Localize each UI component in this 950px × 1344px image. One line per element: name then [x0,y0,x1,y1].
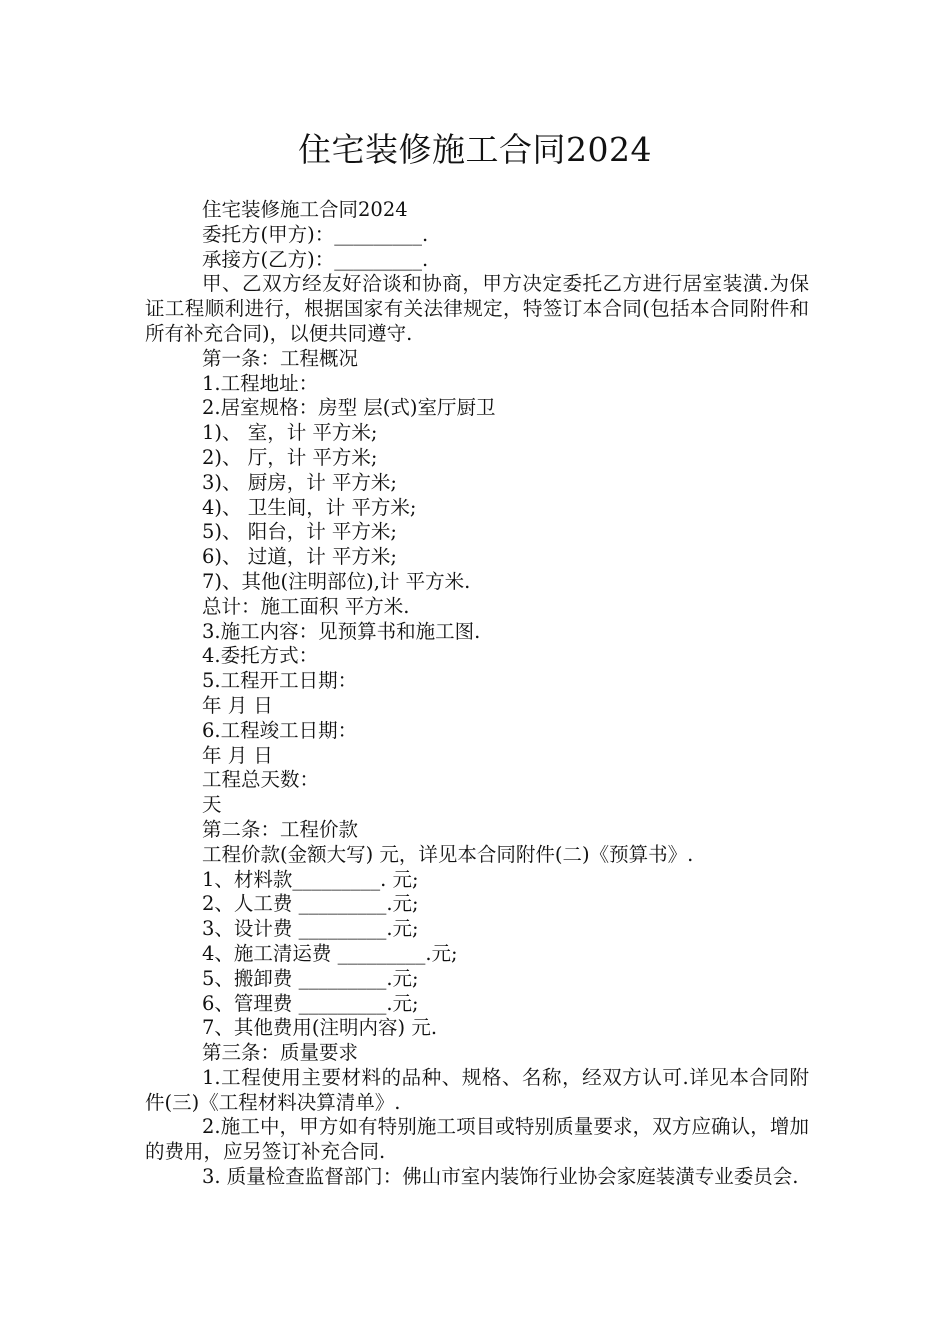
list-item-labor-fee: 2、人工费 _________.元; [202,892,419,916]
paragraph-party-b: 承接方(乙方)：_________. [202,247,429,271]
section-heading-1: 第一条：工程概况 [202,346,359,370]
list-item-bathroom: 4)、 卫生间，计 平方米; [202,495,417,519]
paragraph-end-date: 6.工程竣工日期： [202,718,358,742]
paragraph-heading-repeat: 住宅装修施工合同2024 [202,198,408,221]
document-title: 住宅装修施工合同2024 [298,130,652,169]
list-item-other-fee: 7、其他费用(注明内容) 元. [202,1016,438,1040]
paragraph-start-date: 5.工程开工日期： [202,669,358,693]
paragraph-price: 工程价款(金额大写) 元，详见本合同附件(二)《预算书》. [202,842,694,866]
paragraph-start-date-value: 年 月 日 [202,693,273,717]
list-item-balcony: 5)、 阳台，计 平方米; [202,520,397,544]
paragraph-method: 4.委托方式： [202,644,319,668]
list-item-room: 1)、 室，计 平方米; [202,421,378,445]
paragraph-days-unit: 天 [202,793,222,817]
paragraph-address: 1.工程地址： [202,371,319,395]
list-item-design-fee: 3、设计费 _________.元; [202,917,419,941]
paragraph-total-area: 总计：施工面积 平方米. [202,594,410,618]
section-heading-3: 第三条：质量要求 [202,1041,359,1065]
document-body [145,198,809,1190]
paragraph-content: 3.施工内容：见预算书和施工图. [202,619,481,643]
paragraph-total-days: 工程总天数： [202,768,320,792]
list-item-moving-fee: 5、搬卸费 _________.元; [202,966,419,990]
paragraph-quality-special: 2.施工中，甲方如有特别施工项目或特别质量要求，双方应确认，增加的费用，应另签订补充合同. [145,1115,809,1164]
paragraph-quality-materials: 1.工程使用主要材料的品种、规格、名称，经双方认可.详见本合同附件(三)《工程材料决算清单》. [145,1065,809,1114]
paragraph-preamble: 甲、乙双方经友好洽谈和协商，甲方决定委托乙方进行居室装潢.为保证工程顺利进行，根据国家有关法律规定，特签订本合同(包括本合同附件和所有补充合同)，以便共同遵守. [145,272,809,345]
list-item-management-fee: 6、管理费 _________.元; [202,991,419,1015]
list-item-hall: 2)、 厅，计 平方米; [202,445,378,469]
list-item-cleanup-fee: 4、施工清运费 _________.元; [202,941,458,965]
list-item-other: 7)、其他(注明部位),计 平方米. [202,569,471,593]
list-item-materials-fee: 1、材料款_________. 元; [202,867,419,891]
section-heading-2: 第二条：工程价款 [202,817,359,841]
list-item-kitchen: 3)、 厨房，计 平方米; [202,470,397,494]
paragraph-quality-supervision: 3. 质量检查监督部门：佛山市室内装饰行业协会家庭装潢专业委员会. [202,1165,799,1189]
paragraph-party-a: 委托方(甲方)：_________. [202,222,429,246]
paragraph-end-date-value: 年 月 日 [202,743,273,767]
list-item-corridor: 6)、 过道，计 平方米; [202,545,397,569]
paragraph-room-spec: 2.居室规格：房型 层(式)室厅厨卫 [202,396,496,420]
